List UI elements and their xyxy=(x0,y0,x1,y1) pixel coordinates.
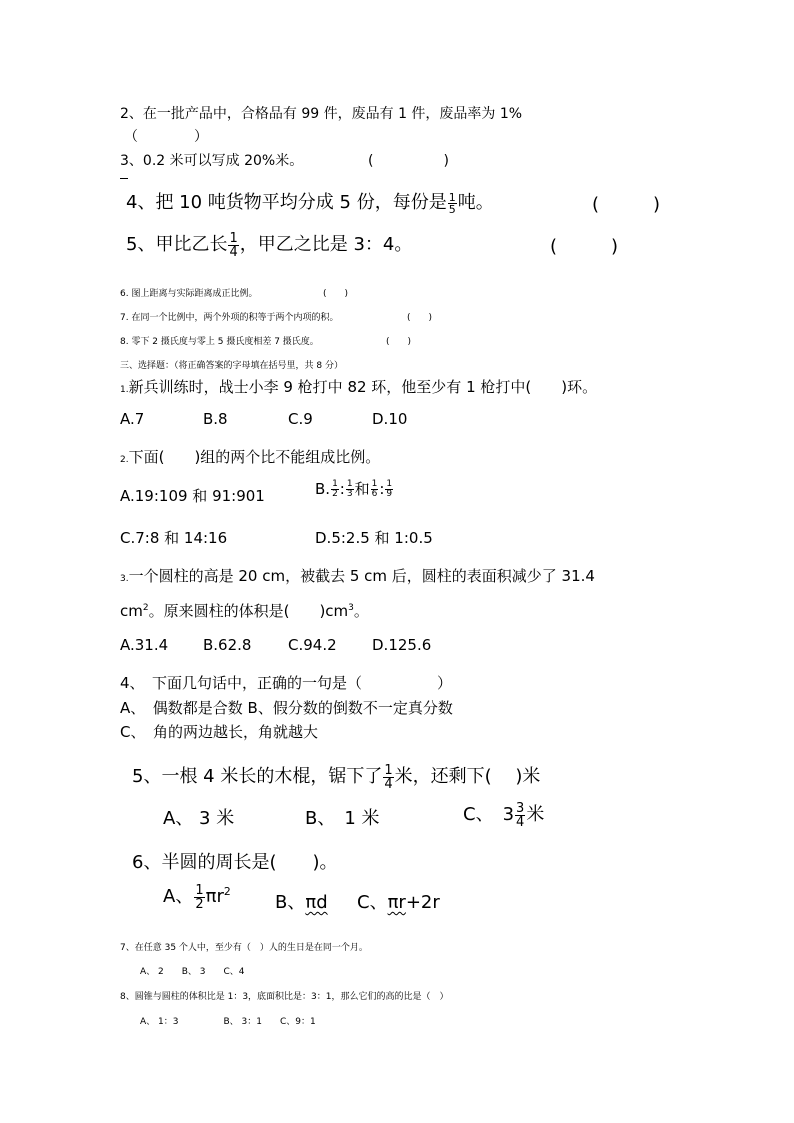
unit-meter: 米 xyxy=(526,804,545,825)
choice-q2-number: 2. xyxy=(120,455,129,465)
choice-q3-text-2: 。原来圆柱的体积是( )cm xyxy=(148,602,349,620)
choice-q6-option-a[interactable] xyxy=(163,882,231,911)
choice-q4-option-c[interactable]: C、 角的两边越长，角就越大 xyxy=(120,723,318,741)
choice-q3-text: 一个圆柱的高是 20 cm，被截去 5 cm 后，圆柱的表面积减少了 31.4 xyxy=(128,567,595,585)
choice-q1-text: 新兵训练时，战士小李 9 枪打中 82 环，他至少有 1 枪打中( )环。 xyxy=(128,378,598,396)
superscript: 2 xyxy=(142,603,149,613)
option-a-label: A、 xyxy=(163,886,194,907)
choice-q3-number: 3. xyxy=(120,574,129,584)
judge-q6-text: 6. 图上距离与实际距离成正比例。 xyxy=(120,289,258,299)
judge-q2-answer-paren[interactable]: （ ） xyxy=(124,129,208,145)
option-b-label: B. xyxy=(315,480,331,498)
choice-q3-option-a[interactable]: A.31.4 xyxy=(120,636,169,654)
choice-q3-option-b[interactable]: B.62.8 xyxy=(203,636,252,654)
choice-q3-option-d[interactable]: D.125.6 xyxy=(372,636,432,654)
judge-q4-fraction xyxy=(448,192,457,215)
fraction-one-third: $\frac{1}{3}$ xyxy=(346,479,353,499)
judge-q5-fraction xyxy=(228,232,238,259)
fraction-denominator: 5 xyxy=(448,202,456,216)
choice-q4-options-ab[interactable]: A、 偶数都是合数 B、假分数的倒数不一定真分数 xyxy=(120,699,453,717)
judge-q5-pre: 5、甲比乙长 xyxy=(126,234,228,255)
choice-q1-option-a[interactable]: A.7 xyxy=(120,410,145,428)
judge-q7-answer-paren[interactable]: ( ) xyxy=(407,313,433,323)
choice-q2-text: 下面( )组的两个比不能组成比例。 xyxy=(128,448,381,466)
choice-q6-text: 6、半圆的周长是( )。 xyxy=(132,852,338,873)
choice-q2 xyxy=(120,446,380,467)
fraction-one-sixth: $\frac{1}{6}$ xyxy=(371,479,378,499)
fraction-numerator: 1 xyxy=(384,762,393,778)
choice-q3-option-c[interactable]: C.94.2 xyxy=(288,636,337,654)
fraction-denominator: 2 xyxy=(195,896,204,912)
judge-q4 xyxy=(126,188,494,215)
judge-q3-answer-paren[interactable]: ( ) xyxy=(368,153,449,169)
choice-q5-option-a[interactable]: A、 3 米 xyxy=(163,808,235,829)
fraction-one-half xyxy=(194,884,204,911)
judge-q6-answer-paren[interactable]: ( ) xyxy=(323,289,349,299)
judge-q5-answer-paren[interactable]: ( ) xyxy=(550,236,619,257)
pi-d: πd xyxy=(305,892,328,913)
judge-q8-text: 8. 零下 2 摄氏度与零上 5 摄氏度相差 7 摄氏度。 xyxy=(120,337,319,347)
choice-q3-line1 xyxy=(120,565,595,586)
choice-q7-text: 7、在任意 35 个人中，至少有（ ）人的生日是在同一个月。 xyxy=(120,943,368,953)
pi-r: πr xyxy=(387,892,406,913)
choice-q4-text: 4、 下面几句话中，正确的一句是（ ） xyxy=(120,674,453,692)
judge-q3-text: 3、0.2 米可以写成 20%米。 xyxy=(120,153,304,169)
choice-q1-option-c[interactable]: C.9 xyxy=(288,410,313,428)
choice-q2-option-c[interactable]: C.7:8 和 14:16 xyxy=(120,529,228,547)
fraction-numerator: 1 xyxy=(448,190,456,204)
choice-q3-line2 xyxy=(120,600,369,621)
plus-2r: +2r xyxy=(405,892,440,913)
choice-q5-option-c[interactable] xyxy=(463,800,544,829)
pi-r: πr xyxy=(205,886,224,907)
choice-q5 xyxy=(132,762,540,791)
fraction-one-half: $\frac{1}{2}$ xyxy=(332,479,338,499)
choice-section-heading: 三、选择题：（将正确答案的字母填在括号里，共 8 分） xyxy=(120,361,343,371)
option-c-label: C、 xyxy=(357,892,388,913)
judge-q2-text: 2、在一批产品中，合格品有 99 件，废品有 1 件，废品率为 1% xyxy=(120,106,523,122)
fraction-numerator: 1 xyxy=(229,230,238,246)
judge-q7-text: 7. 在同一个比例中，两个外项的积等于两个内项的积。 xyxy=(120,313,339,323)
divider-mark xyxy=(120,178,128,179)
choice-q7-options[interactable]: A、 2 B、 3 C、4 xyxy=(140,967,245,977)
mixed-fraction xyxy=(515,802,525,829)
fraction-numerator: 3 xyxy=(516,800,525,816)
fraction-denominator: 4 xyxy=(229,244,238,260)
choice-q1-option-d[interactable]: D.10 xyxy=(372,410,408,428)
judge-q5 xyxy=(126,230,412,259)
superscript: 2 xyxy=(223,885,231,898)
choice-q5-pre: 5、一根 4 米长的木棍，锯下了 xyxy=(132,766,383,787)
period: 。 xyxy=(353,602,369,620)
unit-cm: cm xyxy=(120,602,143,620)
choice-q8-text: 8、圆锥与圆柱的体积比是 1：3，底面积比是：3：1，那么它们的高的比是（ ） xyxy=(120,992,449,1002)
choice-q1-option-b[interactable]: B.8 xyxy=(203,410,228,428)
option-b-label: B、 xyxy=(275,892,306,913)
choice-q2-option-d[interactable]: D.5:2.5 和 1:0.5 xyxy=(315,529,433,547)
choice-q1 xyxy=(120,376,597,397)
choice-q5-fraction xyxy=(383,764,393,791)
judge-q8-answer-paren[interactable]: ( ) xyxy=(386,337,412,347)
fraction-one-ninth: $\frac{1}{9}$ xyxy=(386,479,393,499)
option-b-and: 和 xyxy=(354,480,370,498)
choice-q8-options[interactable]: A、 1：3 B、 3：1 C、9：1 xyxy=(140,1017,316,1027)
choice-q1-number: 1. xyxy=(120,385,129,395)
fraction-denominator: 4 xyxy=(384,776,393,792)
choice-q5-post: 米，还剩下( )米 xyxy=(394,766,541,787)
fraction-numerator: 1 xyxy=(195,882,204,898)
choice-q6-option-b[interactable] xyxy=(275,888,328,914)
judge-q4-answer-paren[interactable]: ( ) xyxy=(592,194,661,215)
choice-q2-option-b[interactable]: B. $\frac{1}{2}$ : $\frac{1}{3}$ 和 $\frac{1}{6}$ : $\frac{1}{9}$ xyxy=(315,479,393,499)
choice-q2-option-a[interactable]: A.19:109 和 91:901 xyxy=(120,487,265,505)
choice-q6-option-c[interactable] xyxy=(357,888,440,914)
judge-q5-post: ，甲乙之比是 3：4。 xyxy=(239,234,413,255)
superscript: 3 xyxy=(348,603,354,613)
judge-q4-post: 吨。 xyxy=(457,192,494,213)
judge-q4-pre: 4、把 10 吨货物平均分成 5 份，每份是 xyxy=(126,192,447,213)
choice-q5-option-b[interactable]: B、 1 米 xyxy=(305,808,380,829)
option-c-label: C、 3 xyxy=(463,804,515,825)
fraction-denominator: 4 xyxy=(516,814,525,830)
